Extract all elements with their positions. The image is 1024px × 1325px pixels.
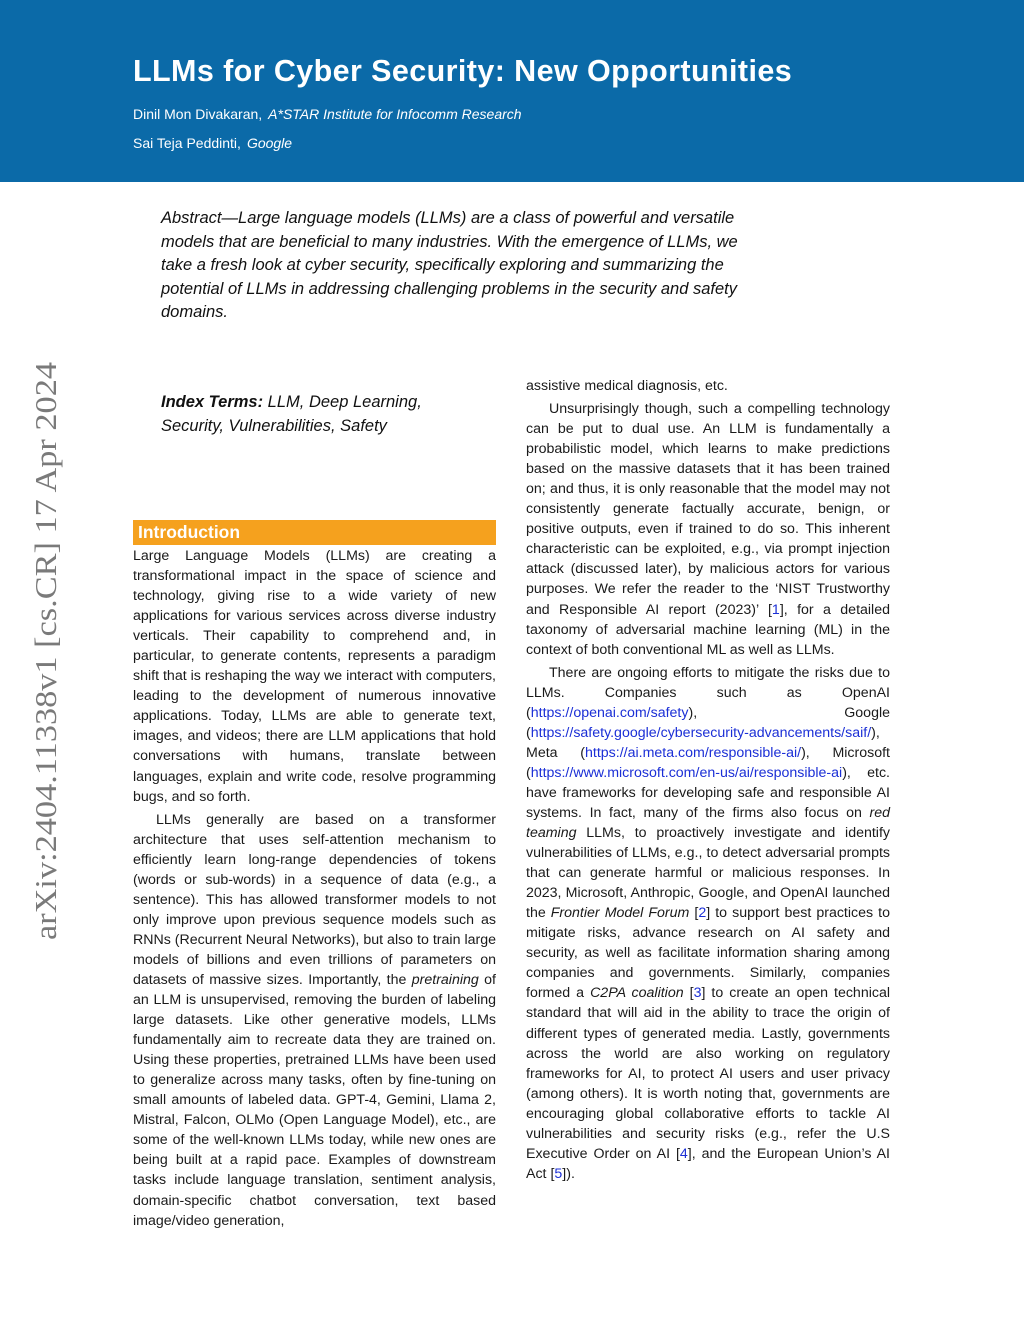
openai-safety-link[interactable]: https://openai.com/safety (530, 704, 689, 721)
author-affiliation: A*STAR Institute for Infocomm Research (268, 106, 522, 122)
intro-paragraph-3: Unsurprisingly though, such a compelling technology can be put to dual use. An LLM is fundamentally a probabilistic model, which learns to make predictions based on the massive datasets that it has been trained on; and thus, it is only reasonable that the model may not consistently generate factually accurate, benign, or positive outputs, even if trained to do so. This inherent characteristic can be exploited, e.g., via prompt injection attack (discussed later), by malicious actors for various purposes. We refer the reader to the ‘NIST Trustworthy and Responsible AI report (2023)’ [1], for a detailed taxonomy of adversarial machine learning (ML) in the context of both conventional ML as well as LLMs. (526, 401, 890, 658)
author-name: Dinil Mon Divakaran, (133, 106, 263, 122)
title-banner (0, 0, 1024, 182)
citation-link[interactable]: 5 (554, 1165, 563, 1182)
section-heading-introduction: Introduction (133, 520, 496, 545)
arxiv-stamp (20, 360, 70, 940)
arxiv-id: arXiv:2404.11338v1 [cs.CR] 17 Apr 2024 (28, 417, 63, 940)
intro-paragraph-2-continued: assistive medical diagnosis, etc. (526, 378, 728, 394)
index-terms (161, 391, 461, 438)
right-column (526, 376, 890, 1184)
citation-link[interactable]: 3 (693, 985, 702, 1002)
citation-link[interactable]: 4 (679, 1145, 688, 1162)
citation-link[interactable]: 2 (698, 905, 707, 922)
paper-title: LLMs for Cyber Security: New Opportunities (133, 54, 793, 88)
intro-paragraph-4: There are ongoing efforts to mitigate the risks due to LLMs. Companies such as OpenAI (https://openai.com/safety), Google (https://safety.google/cybersecurity-advancements/saif/), Meta (https://ai.meta.com/responsible-ai/), Microsoft (https://www.microsoft.com/en-us/ai/responsible-ai), etc. have frameworks for developing safe and responsible AI systems. In fact, many of the firms also focus on red teaming LLMs, to proactively investigate and identify vulnerabilities of LLMs, e.g., to detect adversarial prompts that can generate harmful or malicious responses. In 2023, Microsoft, Anthropic, Google, and OpenAI launched the Frontier Model Forum [2] to support best practices to mitigate risks, advance research on AI safety and security, as well as facilitate information sharing among companies and governments. Similarly, companies formed a C2PA coalition [3] to create an open technical standard that will aid in the ability to trace the origin of different types of generated media. Lastly, governments across the world are also working on regulatory frameworks for AI, to protect AI users and user privacy (among others). It is worth noting that, governments are encouraging global collaborative efforts to tackle AI vulnerabilities and security risks (e.g., refer the U.S Executive Order on AI [4], and the European Union’s AI Act [5]). (526, 664, 891, 1182)
author-2 (133, 135, 292, 151)
intro-paragraph-1: Large Language Models (LLMs) are creating a transformational impact in the space of science and technology, giving rise to a wide variety of new applications for various services across diverse industry verticals. Their capability to comprehend and, in particular, to generate contents, represents a paradigm shift that is reshaping the way we interact with computers, leading to the development of numerous innovative applications. Today, LLMs are able to generate text, images, and videos; there are LLM applications that hold conversations with humans, translate between languages, explain and write code, resolve programming bugs, and so forth. (133, 548, 496, 805)
google-saif-link[interactable]: https://safety.google/cybersecurity-advancements/saif/ (530, 724, 872, 741)
microsoft-responsible-ai-link[interactable]: https://www.microsoft.com/en-us/ai/responsible-ai (530, 764, 843, 781)
citation-link[interactable]: 1 (771, 601, 780, 618)
author-affiliation: Google (246, 135, 293, 151)
abstract: Abstract—Large language models (LLMs) are a class of powerful and versatile models that are beneficial to many industries. With the emergence of LLMs, we take a fresh look at cyber security, specifically exploring and summarizing the potential of LLMs in addressing challenging problems in the security and safety domains. (161, 209, 738, 321)
author-1 (133, 106, 522, 122)
intro-paragraph-2: LLMs generally are based on a transformer architecture that uses self-attention mechanism to efficiently learn long-range dependencies of tokens (words or sub-words) in a sequence of data (e.g., a sentence). This has allowed transformer models to not only improve upon previous sequence models such as RNNs (Recurrent Neural Networks), but also to train large models of billions and even trillions of parameters on datasets of massive sizes. Importantly, the pretraining of an LLM is unsupervised, removing the burden of labeling large datasets. Like other generative models, LLMs fundamentally aim to recreate data they are trained on. Using these properties, pretrained LLMs have been used to generalize across many tasks, often by fine-tuning on small amounts of labeled data. GPT-4, Gemini, Llama 2, Mistral, Falcon, OLMo (Open Language Model), etc., are some of the well-known LLMs today, while new ones are being built at a rapid pace. Examples of downstream tasks include language translation, sentiment analysis, domain-specific chatbot conversation, text based image/video generation, (133, 811, 496, 1229)
index-terms-label: Index Terms: (161, 393, 264, 411)
left-column (133, 546, 496, 1231)
author-name: Sai Teja Peddinti, (133, 135, 241, 151)
meta-responsible-ai-link[interactable]: https://ai.meta.com/responsible-ai/ (585, 744, 802, 761)
index-terms-text: LLM, Deep Learning, Security, Vulnerabilities, Safety (161, 393, 422, 435)
